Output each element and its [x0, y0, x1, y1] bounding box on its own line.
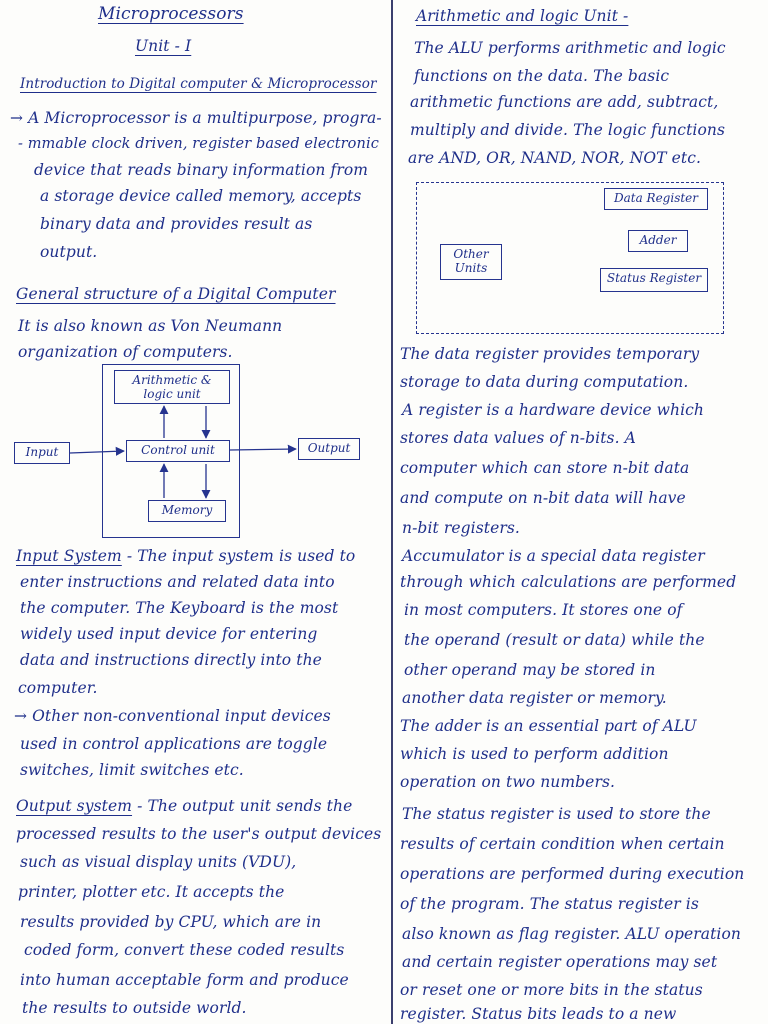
body-line: another data register or memory. [402, 689, 667, 707]
input-heading: Input System [16, 547, 122, 565]
body-line: The adder is an essential part of ALU [400, 717, 697, 735]
alu-line: functions on the data. The basic [414, 67, 670, 85]
body-line: the operand (result or data) while the [404, 631, 705, 649]
alu-line: are AND, OR, NAND, NOR, NOT etc. [408, 149, 702, 167]
input-line: computer. [18, 679, 98, 697]
body-line: The data register provides temporary [400, 345, 700, 363]
intro-heading: Introduction to Digital computer & Microprocessor [20, 76, 377, 92]
control-unit-box: Control unit [126, 440, 230, 462]
body-line: operation on two numbers. [400, 773, 616, 791]
output-line: printer, plotter etc. It accepts the [18, 883, 285, 901]
body-line: The status register is used to store the [402, 805, 711, 823]
input-line: used in control applications are toggle [20, 735, 328, 753]
body-line: computer which can store n-bit data [400, 459, 690, 477]
body-line: or reset one or more bits in the status [400, 981, 703, 999]
body-line: A register is a hardware device which [402, 401, 705, 419]
body-line: register. Status bits leads to a new [400, 1005, 677, 1023]
intro-line: output. [40, 243, 98, 261]
input-line: widely used input device for entering [20, 625, 318, 643]
input-line: data and instructions directly into the [20, 651, 322, 669]
alu-line: arithmetic functions are add, subtract, [410, 93, 719, 111]
body-line: other operand may be stored in [404, 661, 656, 679]
output-box: Output [298, 438, 360, 460]
status-register-box: Status Register [600, 268, 708, 292]
output-line: into human acceptable form and produce [20, 971, 349, 989]
page-title: Microprocessors [98, 4, 244, 24]
alu-heading: Arithmetic and logic Unit - [416, 7, 629, 25]
intro-line: binary data and provides result as [40, 215, 313, 233]
intro-line: → A Microprocessor is a multipurpose, progra- [10, 109, 382, 127]
body-line: which is used to perform addition [400, 745, 669, 763]
output-heading: Output system [16, 797, 133, 815]
structure-line: It is also known as Von Neumann [18, 317, 283, 335]
body-line: stores data values of n-bits. A [400, 429, 636, 447]
body-line: in most computers. It stores one of [404, 601, 683, 619]
intro-line: - mmable clock driven, register based electronic [18, 136, 379, 152]
output-paragraph-line: Output system - The output unit sends the [16, 797, 353, 815]
output-line: processed results to the user's output devices [16, 825, 382, 843]
output-line: such as visual display units (VDU), [20, 853, 297, 871]
body-line: through which calculations are performed [400, 573, 737, 591]
body-line: of the program. The status register is [400, 895, 699, 913]
intro-line: device that reads binary information from [34, 161, 369, 179]
body-line: n-bit registers. [402, 519, 520, 537]
other-units-box: Other Units [440, 244, 502, 280]
input-line: enter instructions and related data into [20, 573, 335, 591]
alu-line: The ALU performs arithmetic and logic [414, 39, 726, 57]
intro-line: a storage device called memory, accepts [40, 187, 362, 205]
body-line: and compute on n-bit data will have [400, 489, 686, 507]
output-line: results provided by CPU, which are in [20, 913, 322, 931]
structure-line: organization of computers. [18, 343, 233, 361]
data-register-box: Data Register [604, 188, 708, 210]
memory-box: Memory [148, 500, 226, 522]
body-line: storage to data during computation. [400, 373, 689, 391]
adder-box: Adder [628, 230, 688, 252]
alu-box: Arithmetic & logic unit [114, 370, 230, 404]
input-line: switches, limit switches etc. [20, 761, 244, 779]
input-box: Input [14, 442, 70, 464]
output-line: coded form, convert these coded results [24, 941, 345, 959]
body-line: results of certain condition when certain [400, 835, 725, 853]
body-line: also known as flag register. ALU operation [402, 925, 741, 943]
output-line: the results to outside world. [22, 999, 247, 1017]
input-line: → Other non-conventional input devices [14, 707, 331, 725]
body-line: operations are performed during execution [400, 865, 745, 883]
body-line: and certain register operations may set [402, 953, 718, 971]
alu-line: multiply and divide. The logic functions [410, 121, 726, 139]
structure-heading: General structure of a Digital Computer [16, 285, 336, 303]
unit-label: Unit - I [135, 37, 192, 55]
input-line: the computer. The Keyboard is the most [20, 599, 339, 617]
body-line: Accumulator is a special data register [402, 547, 705, 565]
input-paragraph-line: Input System - The input system is used to [16, 547, 356, 565]
